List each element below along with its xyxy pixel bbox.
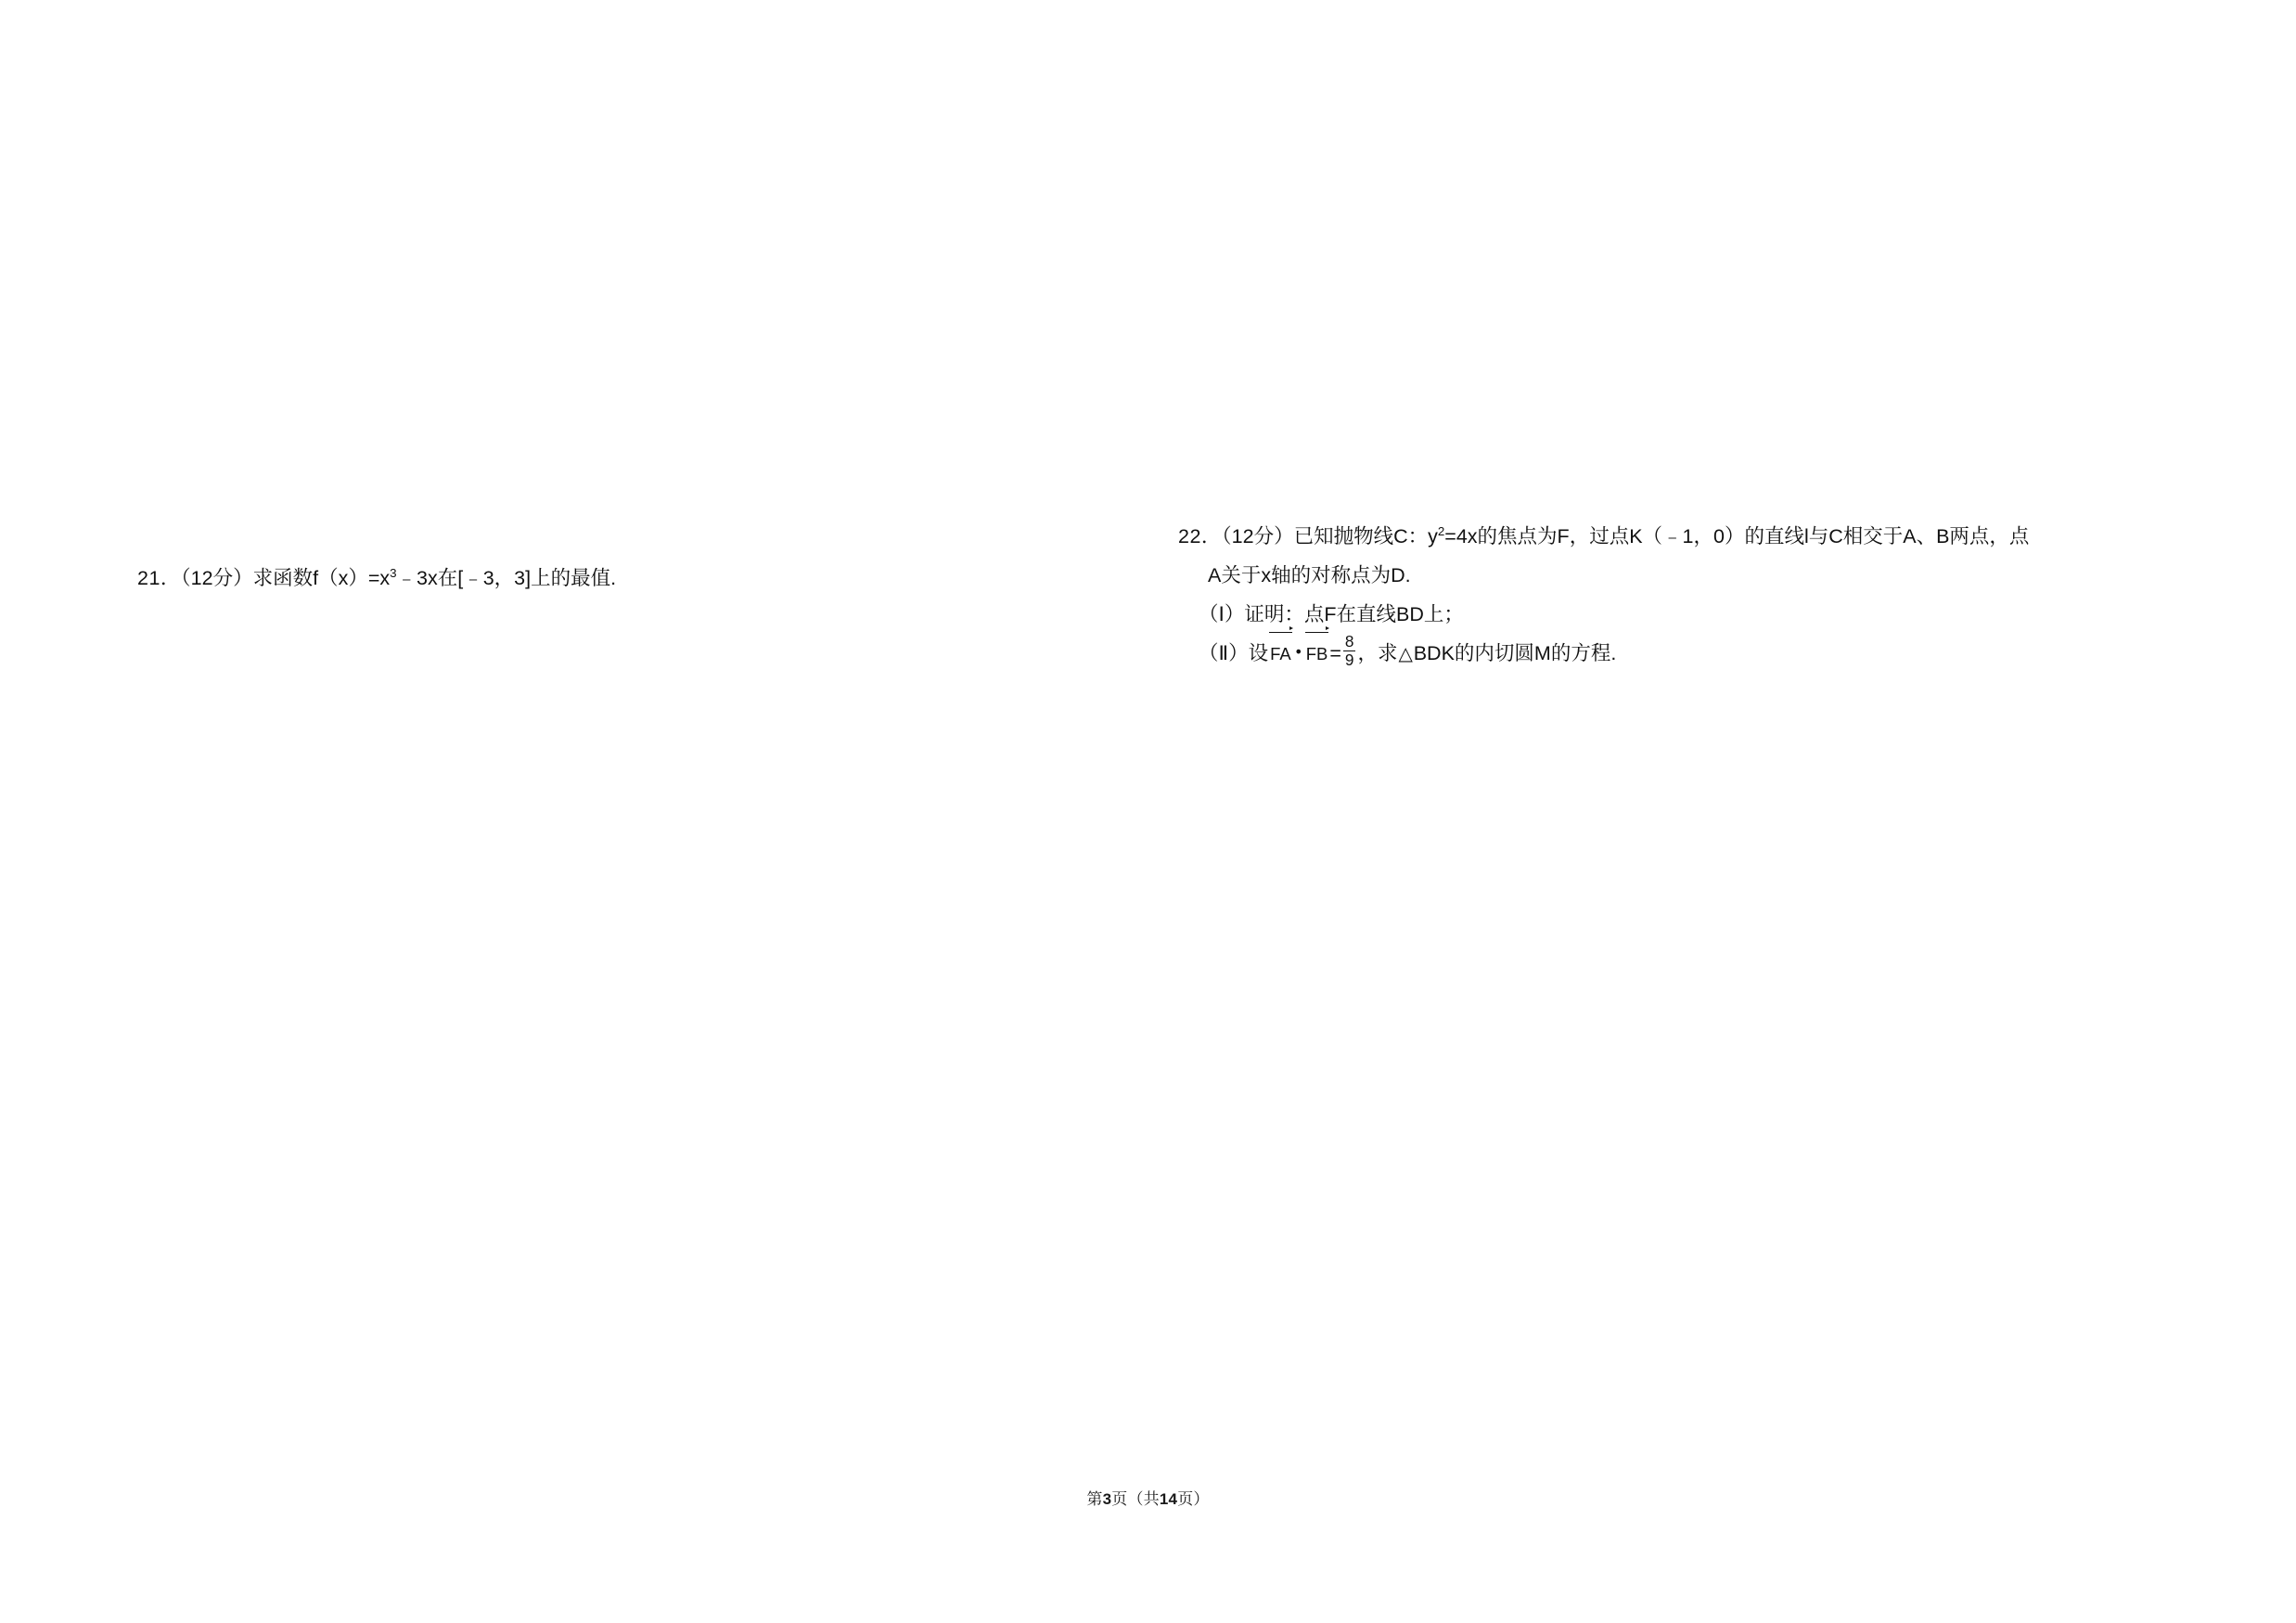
fraction-denominator: 9: [1344, 650, 1354, 669]
vector-fa: FA: [1269, 638, 1292, 671]
question-22-line-3: （Ⅰ）证明：点F在直线BD上；: [1199, 602, 1464, 625]
question-22-line-2: A关于x轴的对称点为D.: [1208, 563, 1411, 586]
fraction-eight-ninths: [1343, 633, 1356, 668]
question-22-text-pre: 已知抛物线C：y: [1293, 525, 1438, 547]
page-footer: [0, 1486, 2296, 1509]
footer-middle: 页（共: [1111, 1490, 1160, 1508]
question-22-text-post: =4x的焦点为F，过点K（﹣1，0）的直线l与C相交于A、B两点，点: [1444, 525, 2030, 547]
question-22: [1178, 518, 2029, 674]
question-22-number: 22．: [1178, 525, 1222, 547]
dot-product-operator: •: [1295, 642, 1302, 662]
equals-sign: =: [1329, 641, 1341, 664]
triangle-symbol: △: [1398, 643, 1413, 664]
footer-suffix: 页）: [1177, 1490, 1210, 1508]
question-21: [137, 560, 616, 599]
vector-fb: FB: [1305, 638, 1329, 671]
question-22-part2-prefix: （Ⅱ）设: [1199, 641, 1269, 664]
question-21-exponent: 3: [390, 565, 397, 580]
question-22-line-1: [1178, 518, 2029, 557]
fraction-numerator: 8: [1344, 632, 1354, 651]
question-22-exponent: 2: [1437, 523, 1445, 538]
footer-page-number: 3: [1102, 1490, 1112, 1508]
question-22-part2-suffix-b: BDK的内切圆M的方程.: [1413, 641, 1617, 664]
question-22-line-4: [1178, 632, 2029, 674]
question-22-score: （12分）: [1221, 525, 1294, 547]
footer-total-pages: 14: [1159, 1490, 1178, 1508]
question-21-score: （12分）: [180, 567, 253, 589]
footer-prefix: 第: [1086, 1490, 1103, 1508]
question-22-part2-suffix-a: ，求: [1357, 641, 1398, 664]
question-21-text-post: ﹣3x在[﹣3，3]上的最值.: [396, 567, 617, 589]
question-21-number: 21．: [137, 567, 181, 589]
question-21-text-pre: 求函数f（x）=x: [252, 567, 391, 589]
question-21-line-1: [137, 560, 616, 599]
